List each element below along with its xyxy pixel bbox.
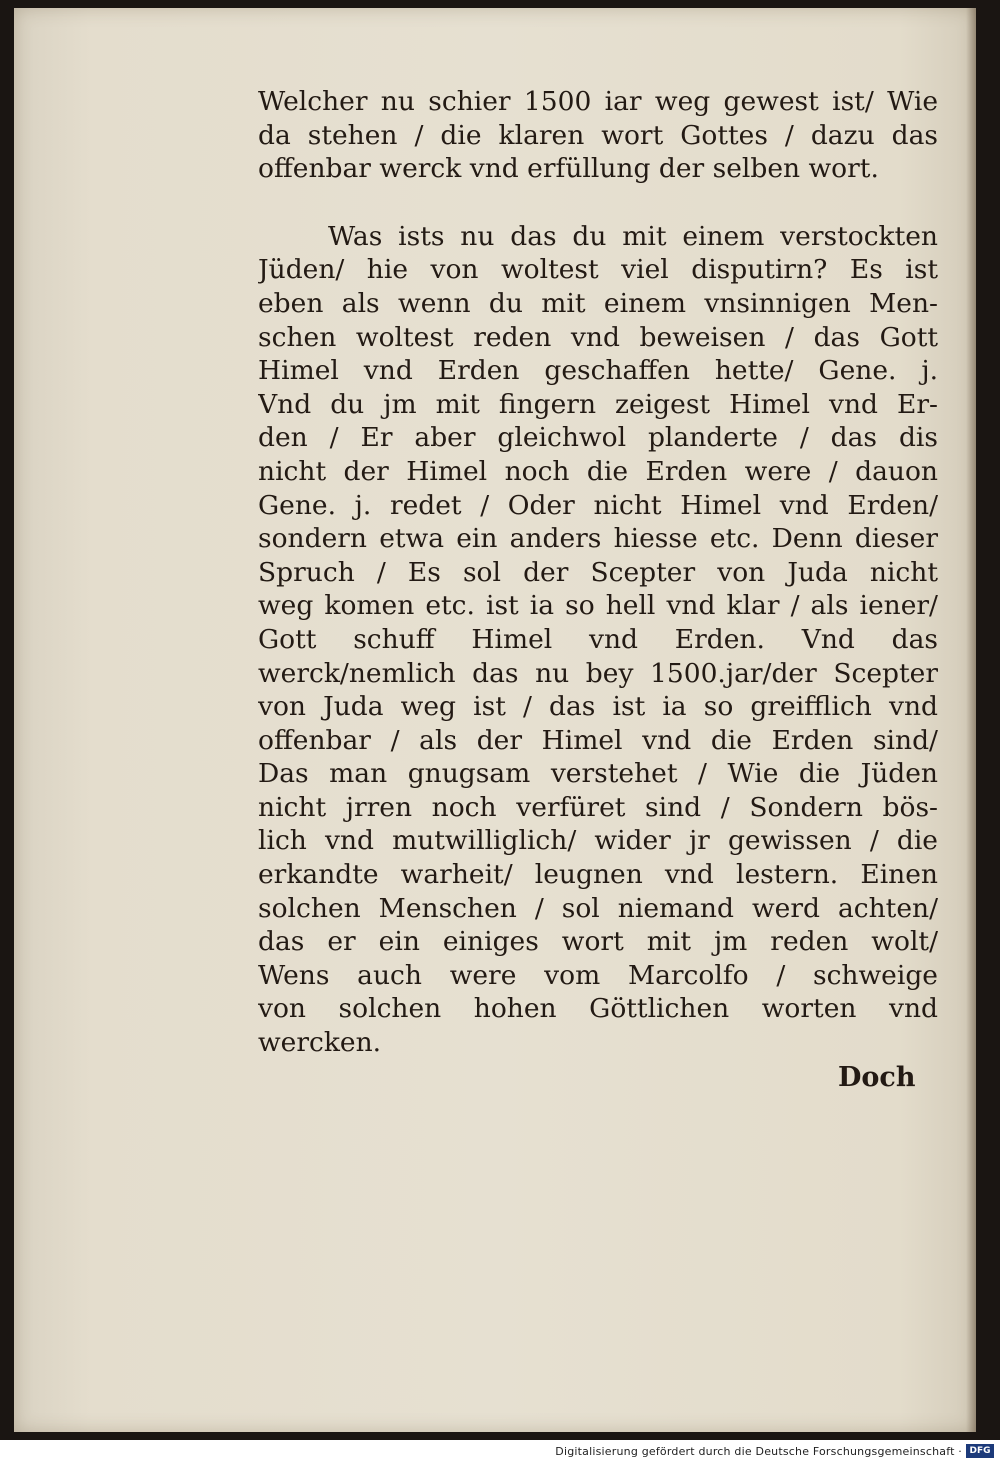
page-edge-shadow	[966, 8, 976, 1432]
text-line: nicht jrren noch verfüret sind / Sondern bös-	[258, 791, 938, 823]
paragraph-1	[258, 85, 938, 186]
text-line: weg komen etc. ist ia so hell vnd klar / als iener/	[258, 590, 938, 622]
text-line: Gene. j. redet / Oder nicht Himel vnd Erden/	[258, 489, 938, 521]
text-line: Spruch / Es sol der Scepter von Juda nicht	[258, 556, 938, 588]
paragraph-2	[258, 220, 938, 1060]
text-line: Wens auch were vom Marcolfo / schweige	[258, 959, 938, 991]
text-line: den / Er aber gleichwol planderte / das dis	[258, 422, 938, 454]
text-line: schen woltest reden vnd beweisen / das Gott	[258, 321, 938, 353]
text-line: Was ists nu das du mit einem verstockten	[328, 220, 938, 252]
text-line: offenbar werck vnd erfüllung der selben wort.	[258, 153, 879, 185]
text-line: erkandte warheit/ leugnen vnd lestern. Einen	[258, 859, 938, 891]
text-line: das er ein einiges wort mit jm reden wolt/	[258, 926, 938, 958]
text-line: lich vnd mutwilliglich/ wider jr gewissen / die	[258, 825, 938, 857]
text-line: wercken.	[258, 1027, 382, 1059]
text-line: Vnd du jm mit fingern zeigest Himel vnd Er-	[258, 388, 938, 420]
catchword: Doch	[838, 1062, 916, 1093]
text-line: offenbar / als der Himel vnd die Erden sind/	[258, 724, 938, 756]
text-line: von Juda weg ist / das ist ia so greifflich vnd	[258, 691, 938, 723]
text-line: nicht der Himel noch die Erden were / dauon	[258, 455, 938, 487]
text-line: Welcher nu schier 1500 iar weg gewest ist/ Wie	[258, 86, 938, 117]
dfg-logo-icon: DFG	[966, 1444, 994, 1458]
text-line: von solchen hohen Göttlichen worten vnd	[258, 993, 938, 1025]
text-line: eben als wenn du mit einem vnsinnigen Men-	[258, 287, 938, 319]
text-line: werck/nemlich das nu bey 1500.jar/der Scepter	[258, 657, 938, 689]
footer-bar	[0, 1440, 1000, 1464]
text-line: Gott schuff Himel vnd Erden. Vnd das	[258, 623, 938, 655]
text-line: solchen Menschen / sol niemand werd achten/	[258, 892, 938, 924]
text-line: da stehen / die klaren wort Gottes / dazu das	[258, 119, 938, 151]
body-text	[258, 85, 938, 1060]
text-line: sondern etwa ein anders hiesse etc. Denn dieser	[258, 523, 938, 555]
text-line: Himel vnd Erden geschaffen hette/ Gene. j.	[258, 355, 938, 387]
text-line: Jüden/ hie von woltest viel disputirn? Es ist	[258, 254, 938, 286]
text-line: Das man gnugsam verstehet / Wie die Jüden	[258, 758, 938, 790]
funding-credit: Digitalisierung gefördert durch die Deutsche Forschungsgemeinschaft ·	[555, 1445, 962, 1458]
